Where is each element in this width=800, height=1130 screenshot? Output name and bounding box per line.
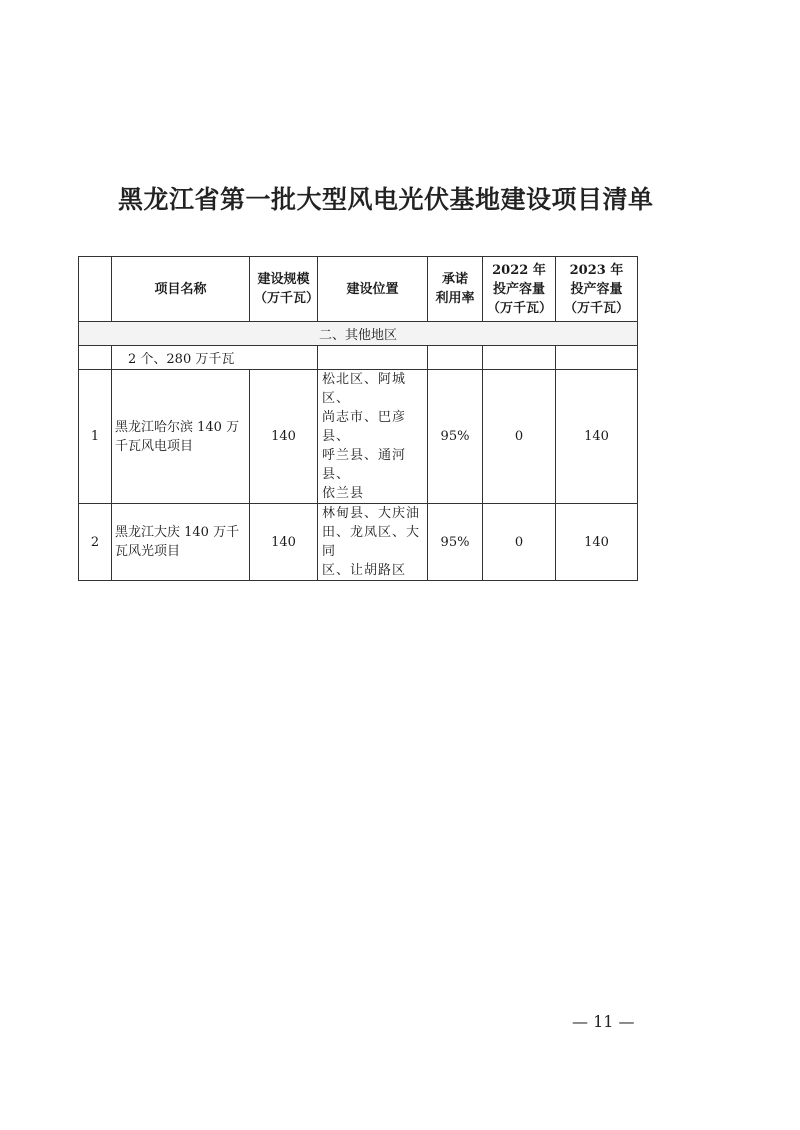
- row-project-name-line1: 黑龙江大庆 140 万千: [115, 525, 240, 540]
- row-location-line3: 区、让胡路区: [322, 563, 407, 578]
- subtotal-empty-index: [79, 346, 112, 370]
- header-2022-line3: （万千瓦）: [487, 300, 553, 316]
- row-project-name-line2: 千瓦风电项目: [115, 438, 194, 454]
- row-capacity-2023: 140: [556, 370, 638, 504]
- row-capacity-2023: 140: [556, 504, 638, 581]
- header-scale-line2: （万千瓦）: [254, 291, 320, 306]
- row-location-line2: 尚志市、巴彦县、: [322, 410, 407, 444]
- row-scale: 140: [250, 370, 318, 504]
- row-utilization: 95%: [428, 504, 483, 581]
- header-2022-line2: 投产容量: [492, 281, 545, 297]
- header-utilization-line2: 利用率: [435, 291, 475, 306]
- row-location-line4: 依兰县: [322, 486, 365, 501]
- header-utilization-line1: 承诺: [441, 272, 468, 287]
- row-location-line3: 呼兰县、通河县、: [322, 448, 407, 482]
- subtotal-label: 2 个、280 万千瓦: [112, 346, 318, 370]
- subtotal-empty-utilization: [428, 346, 483, 370]
- row-project-name-line1: 黑龙江哈尔滨 140 万: [115, 419, 240, 435]
- section-row: [79, 322, 638, 346]
- header-2023-capacity: [556, 257, 638, 322]
- header-2023-line1: 2023 年: [569, 262, 624, 278]
- row-location-line1: 林甸县、大庆油: [322, 506, 421, 521]
- subtotal-empty-2023: [556, 346, 638, 370]
- header-2022-line1: 2022 年: [492, 262, 546, 278]
- subtotal-empty-location: [318, 346, 428, 370]
- row-project-name-line2: 瓦风光项目: [115, 544, 181, 559]
- row-project-name: [112, 504, 250, 581]
- row-scale: 140: [250, 504, 318, 581]
- header-2023-line2: 投产容量: [570, 281, 623, 297]
- header-location: 建设位置: [318, 257, 428, 322]
- row-project-name: [112, 370, 250, 504]
- row-index: 1: [79, 370, 112, 504]
- row-utilization: 95%: [428, 370, 483, 504]
- table-row: [79, 370, 638, 504]
- project-table: [78, 256, 638, 581]
- header-scale: [250, 257, 318, 322]
- header-2022-capacity: [483, 257, 556, 322]
- row-location-line1: 松北区、阿城区、: [322, 372, 407, 406]
- header-index: [79, 257, 112, 322]
- header-2023-line3: （万千瓦）: [563, 300, 629, 316]
- table-header-row: [79, 257, 638, 322]
- header-project-name: 项目名称: [112, 257, 250, 322]
- subtotal-empty-2022: [483, 346, 556, 370]
- row-capacity-2022: 0: [483, 504, 556, 581]
- page-number: — 11 —: [572, 1012, 635, 1031]
- header-scale-line1: 建设规模: [257, 272, 310, 287]
- table-row: [79, 504, 638, 581]
- row-location-line2: 田、龙凤区、大同: [322, 525, 421, 559]
- row-location: [318, 370, 428, 504]
- row-capacity-2022: 0: [483, 370, 556, 504]
- row-index: 2: [79, 504, 112, 581]
- section-title: 二、其他地区: [79, 322, 638, 346]
- header-utilization: [428, 257, 483, 322]
- row-location: [318, 504, 428, 581]
- subtotal-row: [79, 346, 638, 370]
- document-title: 黑龙江省第一批大型风电光伏基地建设项目清单: [118, 185, 654, 214]
